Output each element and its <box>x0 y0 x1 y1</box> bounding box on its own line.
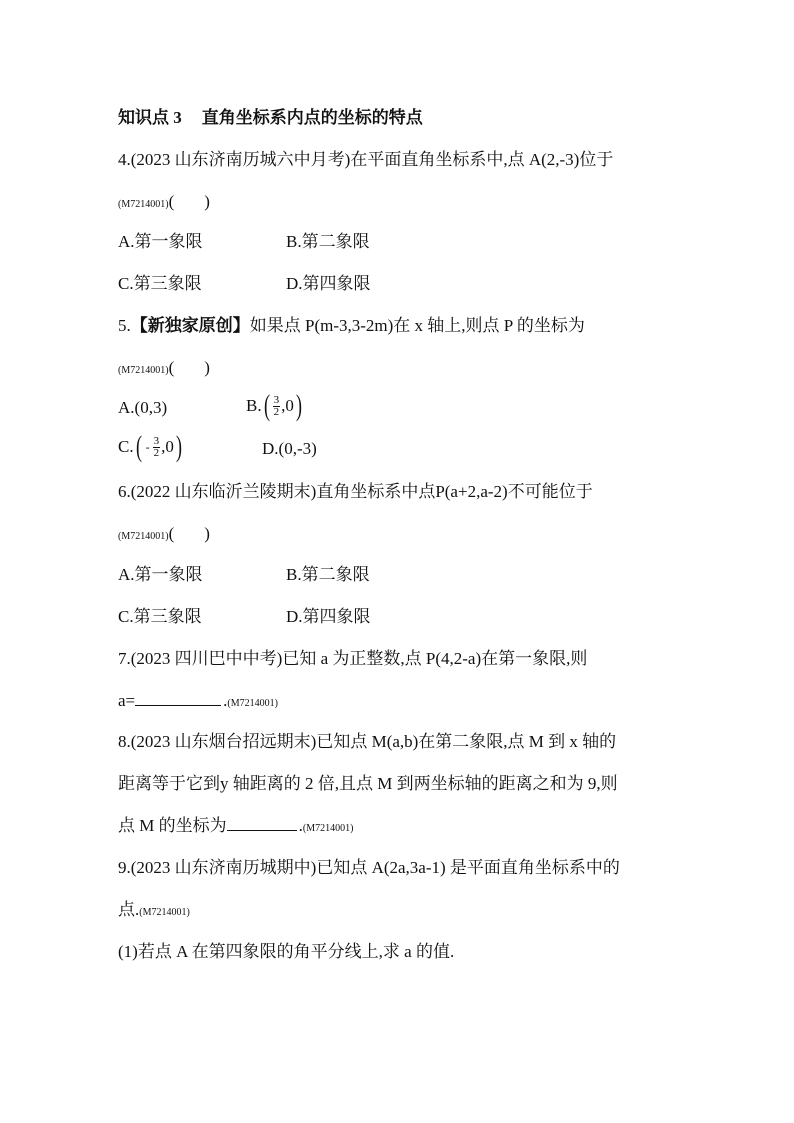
q4-option-c: C.第三象限 <box>118 274 202 293</box>
q5-text: 如果点 P(m-3,3-2m)在 x 轴上,则点 P 的坐标为 <box>249 316 585 335</box>
q7-answer-blank[interactable] <box>135 690 221 706</box>
q6-option-d: D.第四象限 <box>286 607 371 626</box>
q6-code-line <box>118 522 210 549</box>
q8-answer-line: 点 M 的坐标为 .(M7214001) <box>118 816 354 835</box>
q8-prefix: 点 M 的坐标为 <box>118 816 227 835</box>
q9-subquestion-1: (1)若点 A 在第四象限的角平分线上,求 a 的值. <box>118 942 455 961</box>
q4-option-b: B.第二象限 <box>286 232 370 251</box>
section-heading <box>118 106 423 130</box>
q7-stem: 7.(2023 四川巴中中考)已知 a 为正整数,点 P(4,2-a)在第一象限,则 <box>118 649 588 668</box>
q4-stem: 4.(2023 山东济南历城六中月考)在平面直角坐标系中,点 A(2,-3)位于 <box>118 150 614 169</box>
q4-code-line <box>118 190 210 217</box>
q6-code: (M7214001) <box>118 531 169 542</box>
q5-code: (M7214001) <box>118 365 169 376</box>
q6-answer-paren[interactable]: ( ) <box>168 524 210 543</box>
q4-option-a: A.第一象限 <box>118 232 203 251</box>
q9-stem-line2: 点.(M7214001) <box>118 900 190 919</box>
q5-number: 5. <box>118 316 131 335</box>
q5-option-b: B. ( $\frac{3}{2}$ ,0 ) <box>246 389 302 422</box>
q4-option-d: D.第四象限 <box>286 274 371 293</box>
q6-option-b: B.第二象限 <box>286 565 370 584</box>
q5-option-d: D.(0,-3) <box>262 439 317 458</box>
q6-stem: 6.(2022 山东临沂兰陵期末)直角坐标系中点P(a+2,a-2)不可能位于 <box>118 482 593 501</box>
q5-answer-paren[interactable]: ( ) <box>168 358 210 377</box>
q4-answer-paren[interactable]: ( ) <box>168 192 210 211</box>
q7-answer-line: a= .(M7214001) <box>118 691 278 710</box>
q5-option-c: C. ( - $\frac{3}{2}$ ,0 ) <box>118 430 182 463</box>
q6-option-a: A.第一象限 <box>118 565 203 584</box>
q5-tag: 【新独家原创】 <box>130 316 250 335</box>
q6-option-c: C.第三象限 <box>118 607 202 626</box>
q8-answer-blank[interactable] <box>227 815 297 831</box>
q4-code: (M7214001) <box>118 199 169 210</box>
q8-stem-line1: 8.(2023 山东烟台招远期末)已知点 M(a,b)在第二象限,点 M 到 x 轴的 <box>118 732 617 751</box>
q7-prefix: a= <box>118 691 136 710</box>
q5-option-c-fraction: $\frac{3}{2}$ <box>153 434 160 459</box>
q8-stem-line2: 距离等于它到y 轴距离的 2 倍,且点 M 到两坐标轴的距离之和为 9,则 <box>118 774 618 793</box>
q9-stem-line1: 9.(2023 山东济南历城期中)已知点 A(2a,3a-1) 是平面直角坐标系中的 <box>118 858 620 877</box>
q9-code: (M7214001) <box>139 907 190 918</box>
q5-option-c-prefix: C. <box>118 437 134 456</box>
q5-option-a: A.(0,3) <box>118 398 168 417</box>
q5-option-b-prefix: B. <box>246 396 262 415</box>
q5-code-line <box>118 356 210 383</box>
q5-stem <box>118 314 585 338</box>
q8-code: (M7214001) <box>302 823 354 834</box>
section-title: 直角坐标系内点的坐标的特点 <box>201 108 423 127</box>
q7-code: (M7214001) <box>227 698 278 709</box>
section-label: 知识点 3 <box>118 108 182 127</box>
q5-option-b-fraction: $\frac{3}{2}$ <box>273 393 280 418</box>
